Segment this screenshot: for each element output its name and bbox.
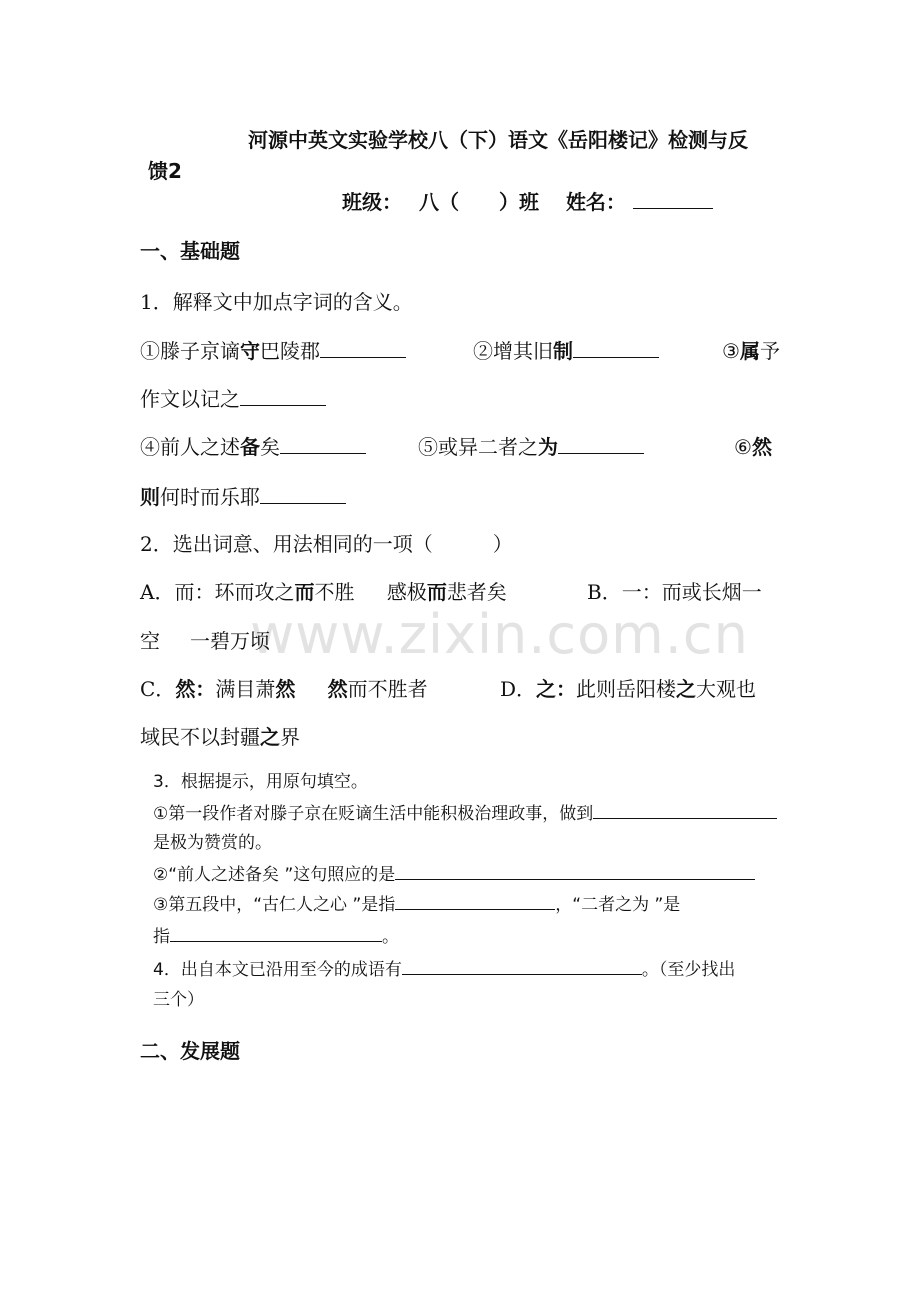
q2-option-d-cont: 域民不以封疆之界	[140, 725, 300, 749]
class-label: 班级：	[342, 190, 402, 214]
section1-heading: 一、基础题	[140, 239, 240, 263]
q1-item3-cont: 作文以记之	[140, 383, 326, 412]
q2-option-d: D．之：此则岳阳楼之大观也	[500, 677, 757, 701]
q1-item1-blank[interactable]	[320, 337, 406, 358]
q1-prompt: 1．解释文中加点字词的含义。	[140, 290, 413, 314]
q2-prompt: 2．选出词意、用法相同的一项（ ）	[140, 532, 513, 556]
q1-item1: ①滕子京谪守巴陵郡	[140, 335, 406, 364]
q3-s3-blank2[interactable]	[170, 924, 382, 942]
q1-item6-blank[interactable]	[260, 483, 346, 504]
q3-s3: ③第五段中，“古仁人之心 ”是指 ，“二者之为 ”是	[153, 890, 680, 915]
name-label: 姓名：	[565, 190, 626, 214]
q1-item5: ⑤或异二者之为	[418, 431, 644, 460]
q3-s3-blank1[interactable]	[395, 892, 555, 910]
q1-item4: ④前人之述备矣	[140, 431, 366, 460]
doc-title-line1: 河源中英文实验学校八（下）语文《岳阳楼记》检测与反	[248, 128, 748, 152]
q4: 4．出自本文已沿用至今的成语有 。（至少找出	[153, 955, 735, 980]
watermark: www.zixin.com.cn	[250, 603, 749, 666]
q1-item6-cont: 则何时而乐耶	[140, 481, 346, 510]
q4-cont: 三个）	[153, 990, 204, 1010]
name-blank[interactable]	[633, 188, 713, 209]
q3-s3-cont: 指 。	[153, 922, 399, 947]
q1-item4-blank[interactable]	[280, 433, 366, 454]
q1-item2: ②增其旧制	[473, 335, 659, 364]
q1-item2-blank[interactable]	[573, 337, 659, 358]
doc-title-line2: 馈2	[148, 159, 182, 183]
q3-s1-cont: 是极为赞赏的。	[153, 833, 272, 853]
q2-option-b-cont: 空 一碧万顷	[140, 629, 270, 653]
q3-s1-blank[interactable]	[593, 801, 777, 819]
q1-item6: ⑥然	[734, 435, 772, 459]
q3-s1: ①第一段作者对滕子京在贬谪生活中能积极治理政事，做到	[153, 799, 777, 824]
q4-blank[interactable]	[402, 957, 642, 975]
q1-item5-blank[interactable]	[558, 433, 644, 454]
q3-s2-blank[interactable]	[395, 862, 755, 880]
q2-option-c: C．然：满目萧然 然而不胜者	[140, 677, 428, 701]
class-value: 八（ ）班	[418, 190, 539, 214]
q2-option-b: B．一：而或长烟一	[587, 580, 762, 604]
class-name-line	[342, 186, 713, 215]
q2-option-a: A．而：环而攻之而不胜 感极而悲者矣	[140, 580, 507, 604]
q3-s2: ②“前人之述备矣 ”这句照应的是	[153, 860, 755, 885]
q1-item3: ③属予	[722, 339, 780, 363]
section2-heading: 二、发展题	[140, 1039, 240, 1063]
q1-item3-blank[interactable]	[240, 385, 326, 406]
q3-prompt: 3．根据提示，用原句填空。	[153, 772, 368, 792]
